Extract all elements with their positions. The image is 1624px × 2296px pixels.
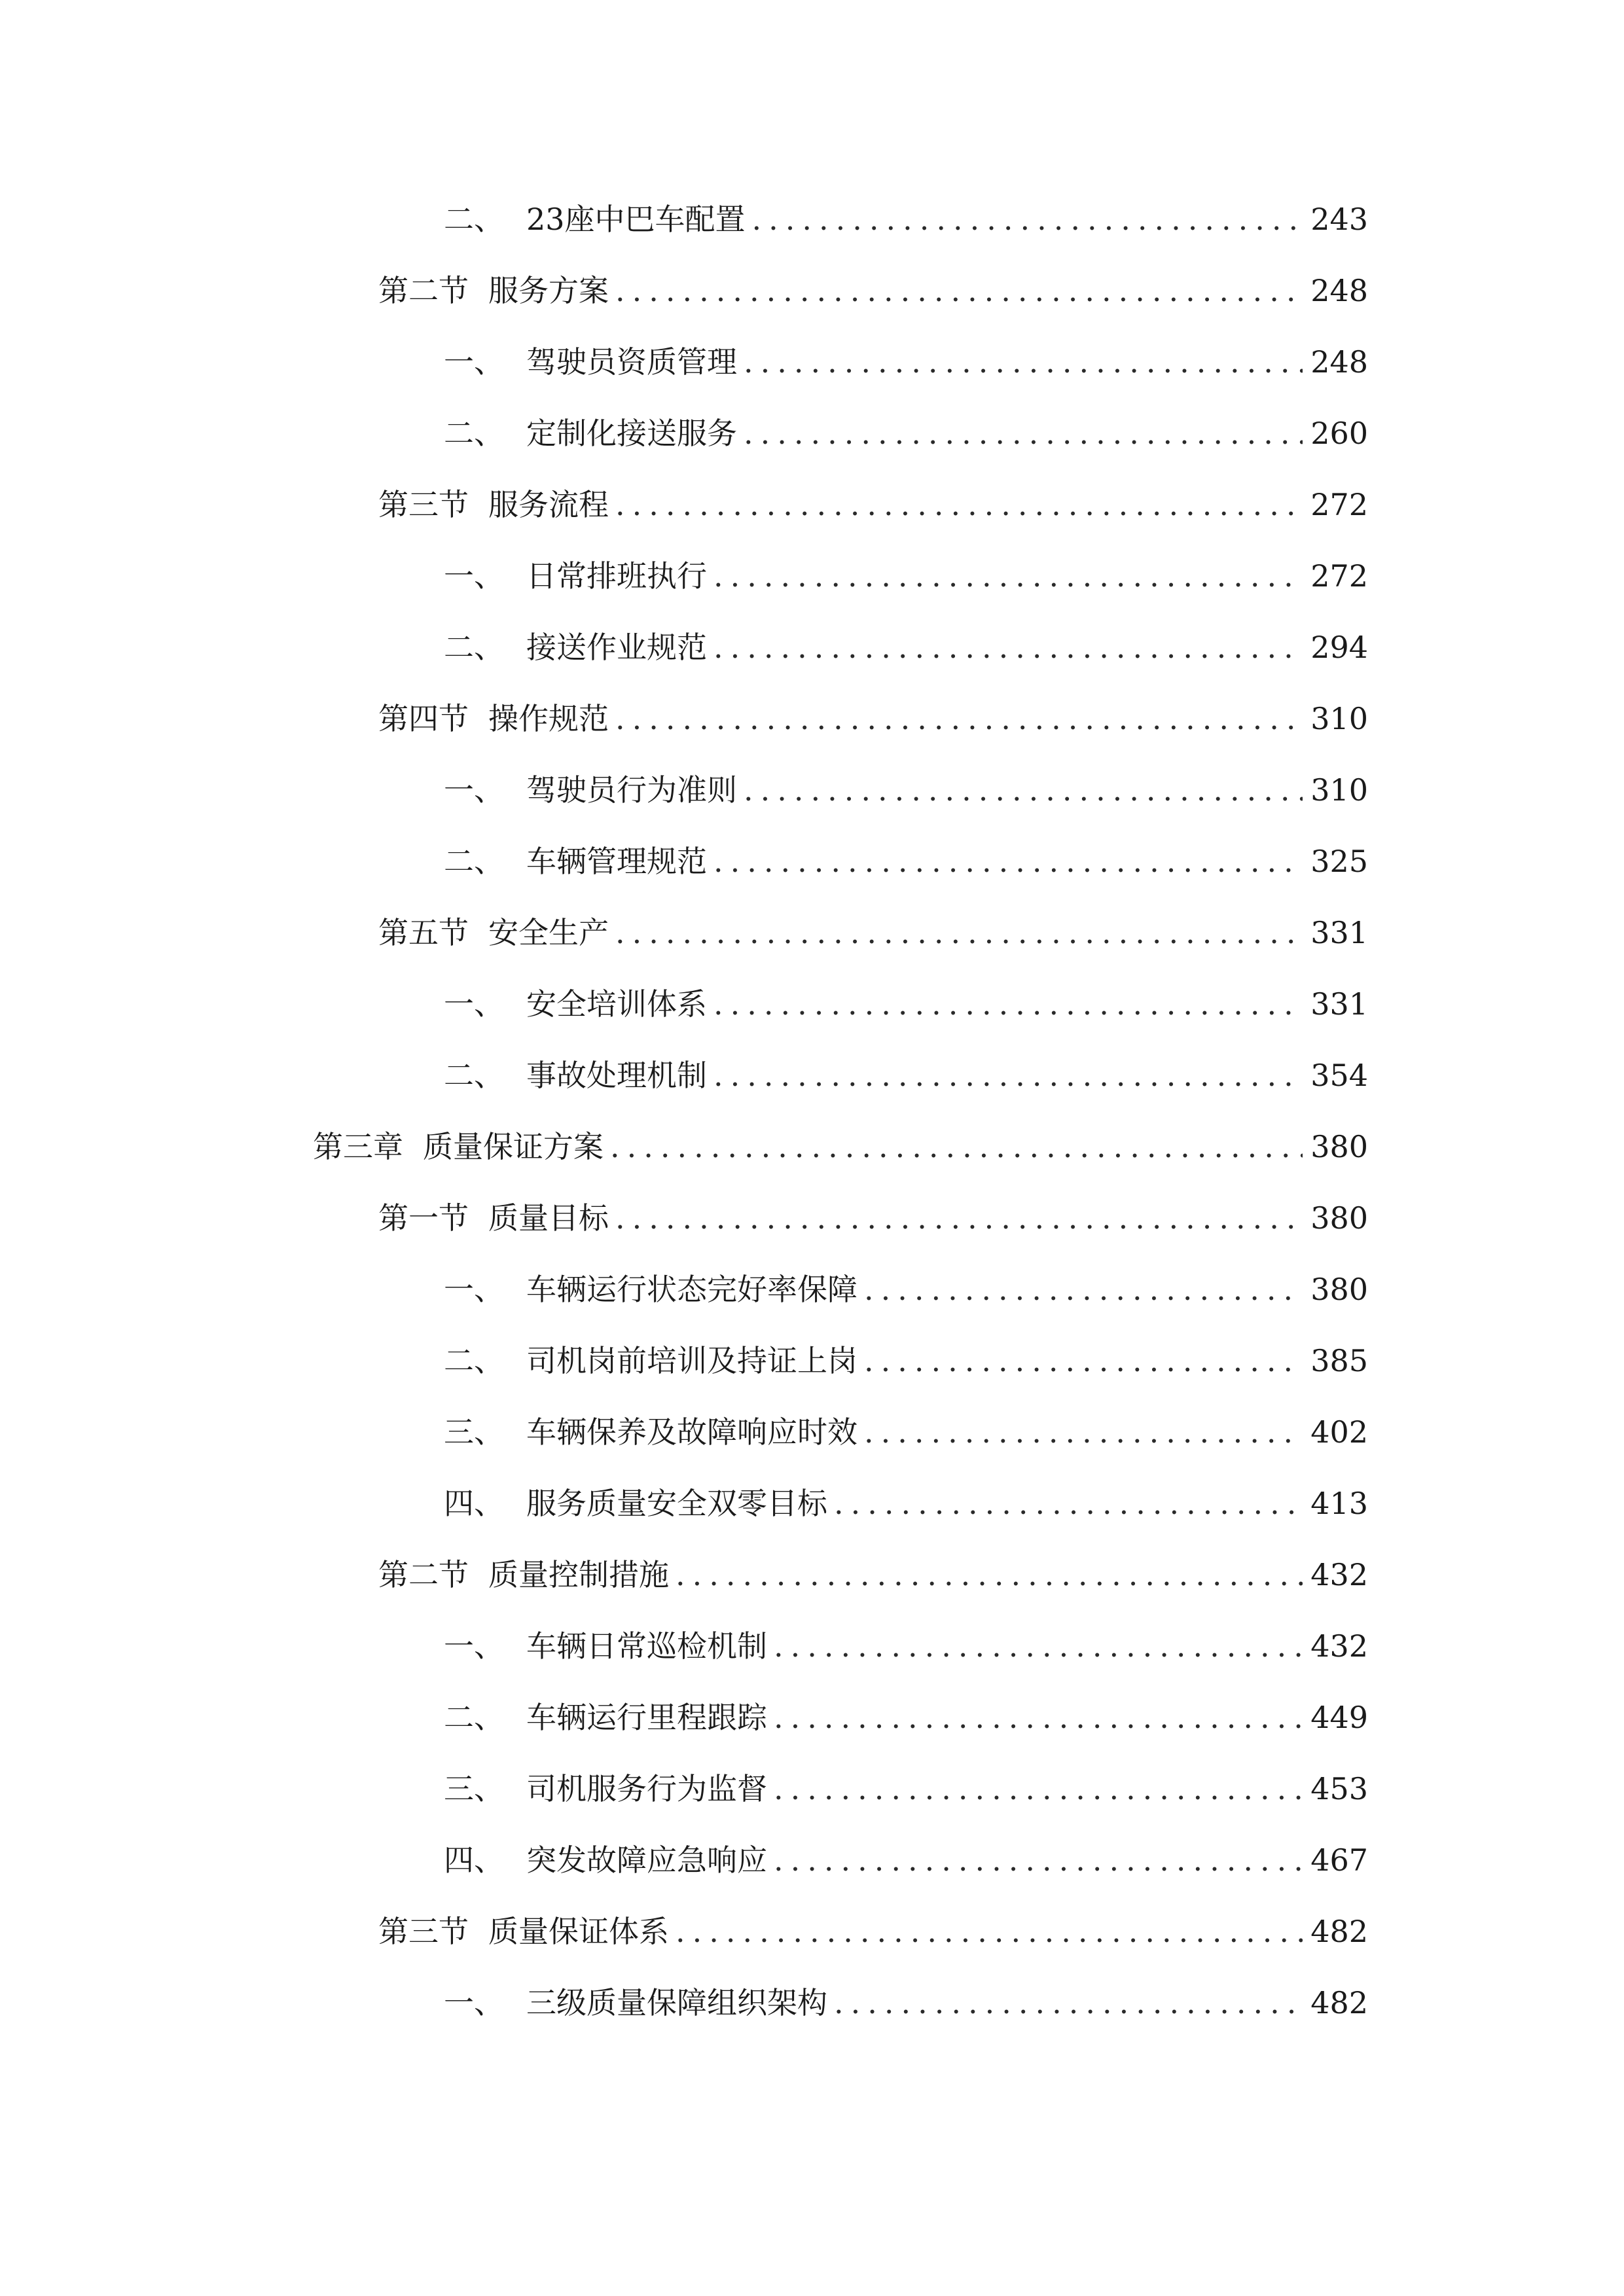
dot-leader	[744, 764, 1303, 816]
toc-entry-title: 车辆管理规范	[526, 844, 707, 879]
dot-leader	[676, 1905, 1303, 1958]
toc-entry-page: 380	[1310, 1200, 1368, 1236]
toc-entry-title: 质量目标	[488, 1200, 609, 1236]
toc-entry-number: 二、	[444, 1058, 504, 1093]
toc-entry-three-level-org-structure[interactable]	[444, 1977, 1368, 2029]
toc-entry-driver-qualification[interactable]	[444, 336, 1368, 388]
toc-entry-number: 二、	[444, 202, 504, 237]
toc-entry-title: 车辆运行里程跟踪	[526, 1700, 767, 1735]
toc-entry-page: 467	[1310, 1842, 1368, 1878]
toc-entry-number: 二、	[444, 1700, 504, 1735]
toc-entry-page: 325	[1310, 844, 1368, 879]
dot-leader	[864, 1335, 1303, 1387]
toc-entry-page: 310	[1310, 701, 1368, 736]
dot-leader	[713, 621, 1303, 673]
toc-entry-page: 482	[1310, 1985, 1368, 2020]
toc-entry-number: 第三章	[313, 1129, 403, 1164]
toc-entry-page: 482	[1310, 1914, 1368, 1949]
toc-entry-quality-goals[interactable]	[378, 1192, 1368, 1244]
toc-entry-page: 331	[1310, 915, 1368, 950]
dot-leader	[615, 692, 1303, 745]
toc-entry-service-plan[interactable]	[378, 264, 1368, 317]
toc-entry-page: 385	[1310, 1343, 1368, 1378]
toc-entry-title: 突发故障应急响应	[526, 1842, 767, 1878]
dot-leader	[834, 1477, 1303, 1530]
toc-entry-title: 安全培训体系	[526, 986, 707, 1022]
toc-entry-number: 一、	[444, 1272, 504, 1307]
toc-entry-daily-inspection[interactable]	[444, 1620, 1368, 1672]
toc-entry-quality-control-measures[interactable]	[378, 1549, 1368, 1601]
toc-entry-page: 310	[1310, 772, 1368, 808]
toc-entry-page: 380	[1310, 1129, 1368, 1164]
toc-entry-number: 第二节	[378, 273, 469, 308]
toc-entry-driver-code-of-conduct[interactable]	[444, 764, 1368, 816]
toc-entry-page: 453	[1310, 1771, 1368, 1806]
toc-entry-number: 第三节	[378, 487, 469, 522]
toc-entry-driver-pre-job-training[interactable]	[444, 1335, 1368, 1387]
toc-entry-page: 432	[1310, 1628, 1368, 1664]
toc-entry-number: 一、	[444, 1985, 504, 2020]
toc-entry-custom-shuttle-service[interactable]	[444, 407, 1368, 459]
toc-entry-title: 司机服务行为监督	[526, 1771, 767, 1806]
dot-leader	[744, 407, 1303, 459]
toc-entry-accident-handling[interactable]	[444, 1049, 1368, 1102]
toc-entry-operation-standards[interactable]	[378, 692, 1368, 745]
dot-leader	[752, 193, 1303, 245]
toc-entry-mileage-tracking[interactable]	[444, 1691, 1368, 1744]
toc-entry-page: 432	[1310, 1557, 1368, 1592]
toc-entry-emergency-response[interactable]	[444, 1834, 1368, 1886]
dot-leader	[713, 978, 1303, 1030]
toc-entry-number: 第三节	[378, 1914, 469, 1949]
toc-entry-driver-behavior-supervision[interactable]	[444, 1763, 1368, 1815]
toc-entry-number: 二、	[444, 630, 504, 665]
toc-entry-number: 第四节	[378, 701, 469, 736]
toc-entry-title: 日常排班执行	[526, 558, 707, 594]
dot-leader	[864, 1263, 1303, 1316]
dot-leader	[615, 906, 1303, 959]
toc-entry-title: 驾驶员行为准则	[526, 772, 737, 808]
toc-entry-vehicle-condition-rate[interactable]	[444, 1263, 1368, 1316]
toc-entry-number: 一、	[444, 986, 504, 1022]
toc-entry-service-process[interactable]	[378, 478, 1368, 531]
dot-leader	[713, 835, 1303, 888]
toc-entry-title: 服务质量安全双零目标	[526, 1486, 827, 1521]
toc-entry-title: 三级质量保障组织架构	[526, 1985, 827, 2020]
toc-entry-page: 248	[1310, 273, 1368, 308]
toc-entry-title: 质量保证体系	[488, 1914, 669, 1949]
toc-entry-number: 二、	[444, 416, 504, 451]
toc-entry-title: 服务流程	[488, 487, 609, 522]
dot-leader	[744, 336, 1303, 388]
toc-entry-title: 安全生产	[488, 915, 609, 950]
dot-leader	[676, 1549, 1303, 1601]
toc-entry-vehicle-management-standards[interactable]	[444, 835, 1368, 888]
toc-entry-number: 第二节	[378, 1557, 469, 1592]
toc-entry-title: 接送作业规范	[526, 630, 707, 665]
dot-leader	[615, 1192, 1303, 1244]
toc-entry-title: 质量保证方案	[423, 1129, 604, 1164]
toc-entry-number: 第五节	[378, 915, 469, 950]
dot-leader	[864, 1406, 1303, 1458]
toc-entry-page: 294	[1310, 630, 1368, 665]
toc-entry-number: 二、	[444, 1343, 504, 1378]
dot-leader	[713, 1049, 1303, 1102]
toc-entry-number: 四、	[444, 1486, 504, 1521]
toc-entry-page: 243	[1310, 202, 1368, 237]
toc-entry-dual-zero-goals[interactable]	[444, 1477, 1368, 1530]
toc-entry-page: 449	[1310, 1700, 1368, 1735]
toc-entry-safety-training-system[interactable]	[444, 978, 1368, 1030]
toc-entry-title: 质量控制措施	[488, 1557, 669, 1592]
toc-entry-page: 272	[1310, 487, 1368, 522]
toc-entry-title: 司机岗前培训及持证上岗	[526, 1343, 857, 1378]
toc-entry-safe-production[interactable]	[378, 906, 1368, 959]
toc-entry-page: 402	[1310, 1414, 1368, 1450]
toc-entry-title: 服务方案	[488, 273, 609, 308]
dot-leader	[774, 1691, 1303, 1744]
toc-entry-page: 331	[1310, 986, 1368, 1022]
toc-entry-title: 驾驶员资质管理	[526, 344, 737, 380]
dot-leader	[774, 1620, 1303, 1672]
toc-entry-page: 354	[1310, 1058, 1368, 1093]
toc-entry-title: 操作规范	[488, 701, 609, 736]
toc-entry-number: 三、	[444, 1771, 504, 1806]
toc-entry-title: 车辆日常巡检机制	[526, 1628, 767, 1664]
toc-entry-title: 车辆保养及故障响应时效	[526, 1414, 857, 1450]
toc-entry-maintenance-response-time[interactable]	[444, 1406, 1368, 1458]
toc-entry-title: 定制化接送服务	[526, 416, 737, 451]
toc-entry-page: 380	[1310, 1272, 1368, 1307]
toc-entry-number: 三、	[444, 1414, 504, 1450]
toc-entry-number: 四、	[444, 1842, 504, 1878]
dot-leader	[615, 264, 1303, 317]
toc-entry-page: 272	[1310, 558, 1368, 594]
dot-leader	[610, 1121, 1303, 1173]
dot-leader	[713, 550, 1303, 602]
toc-entry-page: 413	[1310, 1486, 1368, 1521]
toc-entry-shuttle-operation-standards[interactable]	[444, 621, 1368, 673]
toc-entry-page: 260	[1310, 416, 1368, 451]
toc-entry-number: 一、	[444, 1628, 504, 1664]
toc-entry-23-seat-bus-config[interactable]	[444, 193, 1368, 245]
dot-leader	[774, 1834, 1303, 1886]
toc-entry-number: 一、	[444, 772, 504, 808]
toc-entry-number: 一、	[444, 344, 504, 380]
toc-entry-number: 二、	[444, 844, 504, 879]
toc-entry-page: 248	[1310, 344, 1368, 380]
toc-entry-number: 第一节	[378, 1200, 469, 1236]
toc-entry-quality-assurance-system[interactable]	[378, 1905, 1368, 1958]
dot-leader	[615, 478, 1303, 531]
toc-entry-chapter-quality-assurance[interactable]	[313, 1121, 1368, 1173]
dot-leader	[774, 1763, 1303, 1815]
toc-entry-title: 车辆运行状态完好率保障	[526, 1272, 857, 1307]
toc-entry-number: 一、	[444, 558, 504, 594]
toc-entry-title: 事故处理机制	[526, 1058, 707, 1093]
toc-entry-daily-scheduling[interactable]	[444, 550, 1368, 602]
toc-entry-title: 23座中巴车配置	[526, 202, 746, 237]
dot-leader	[834, 1977, 1303, 2029]
